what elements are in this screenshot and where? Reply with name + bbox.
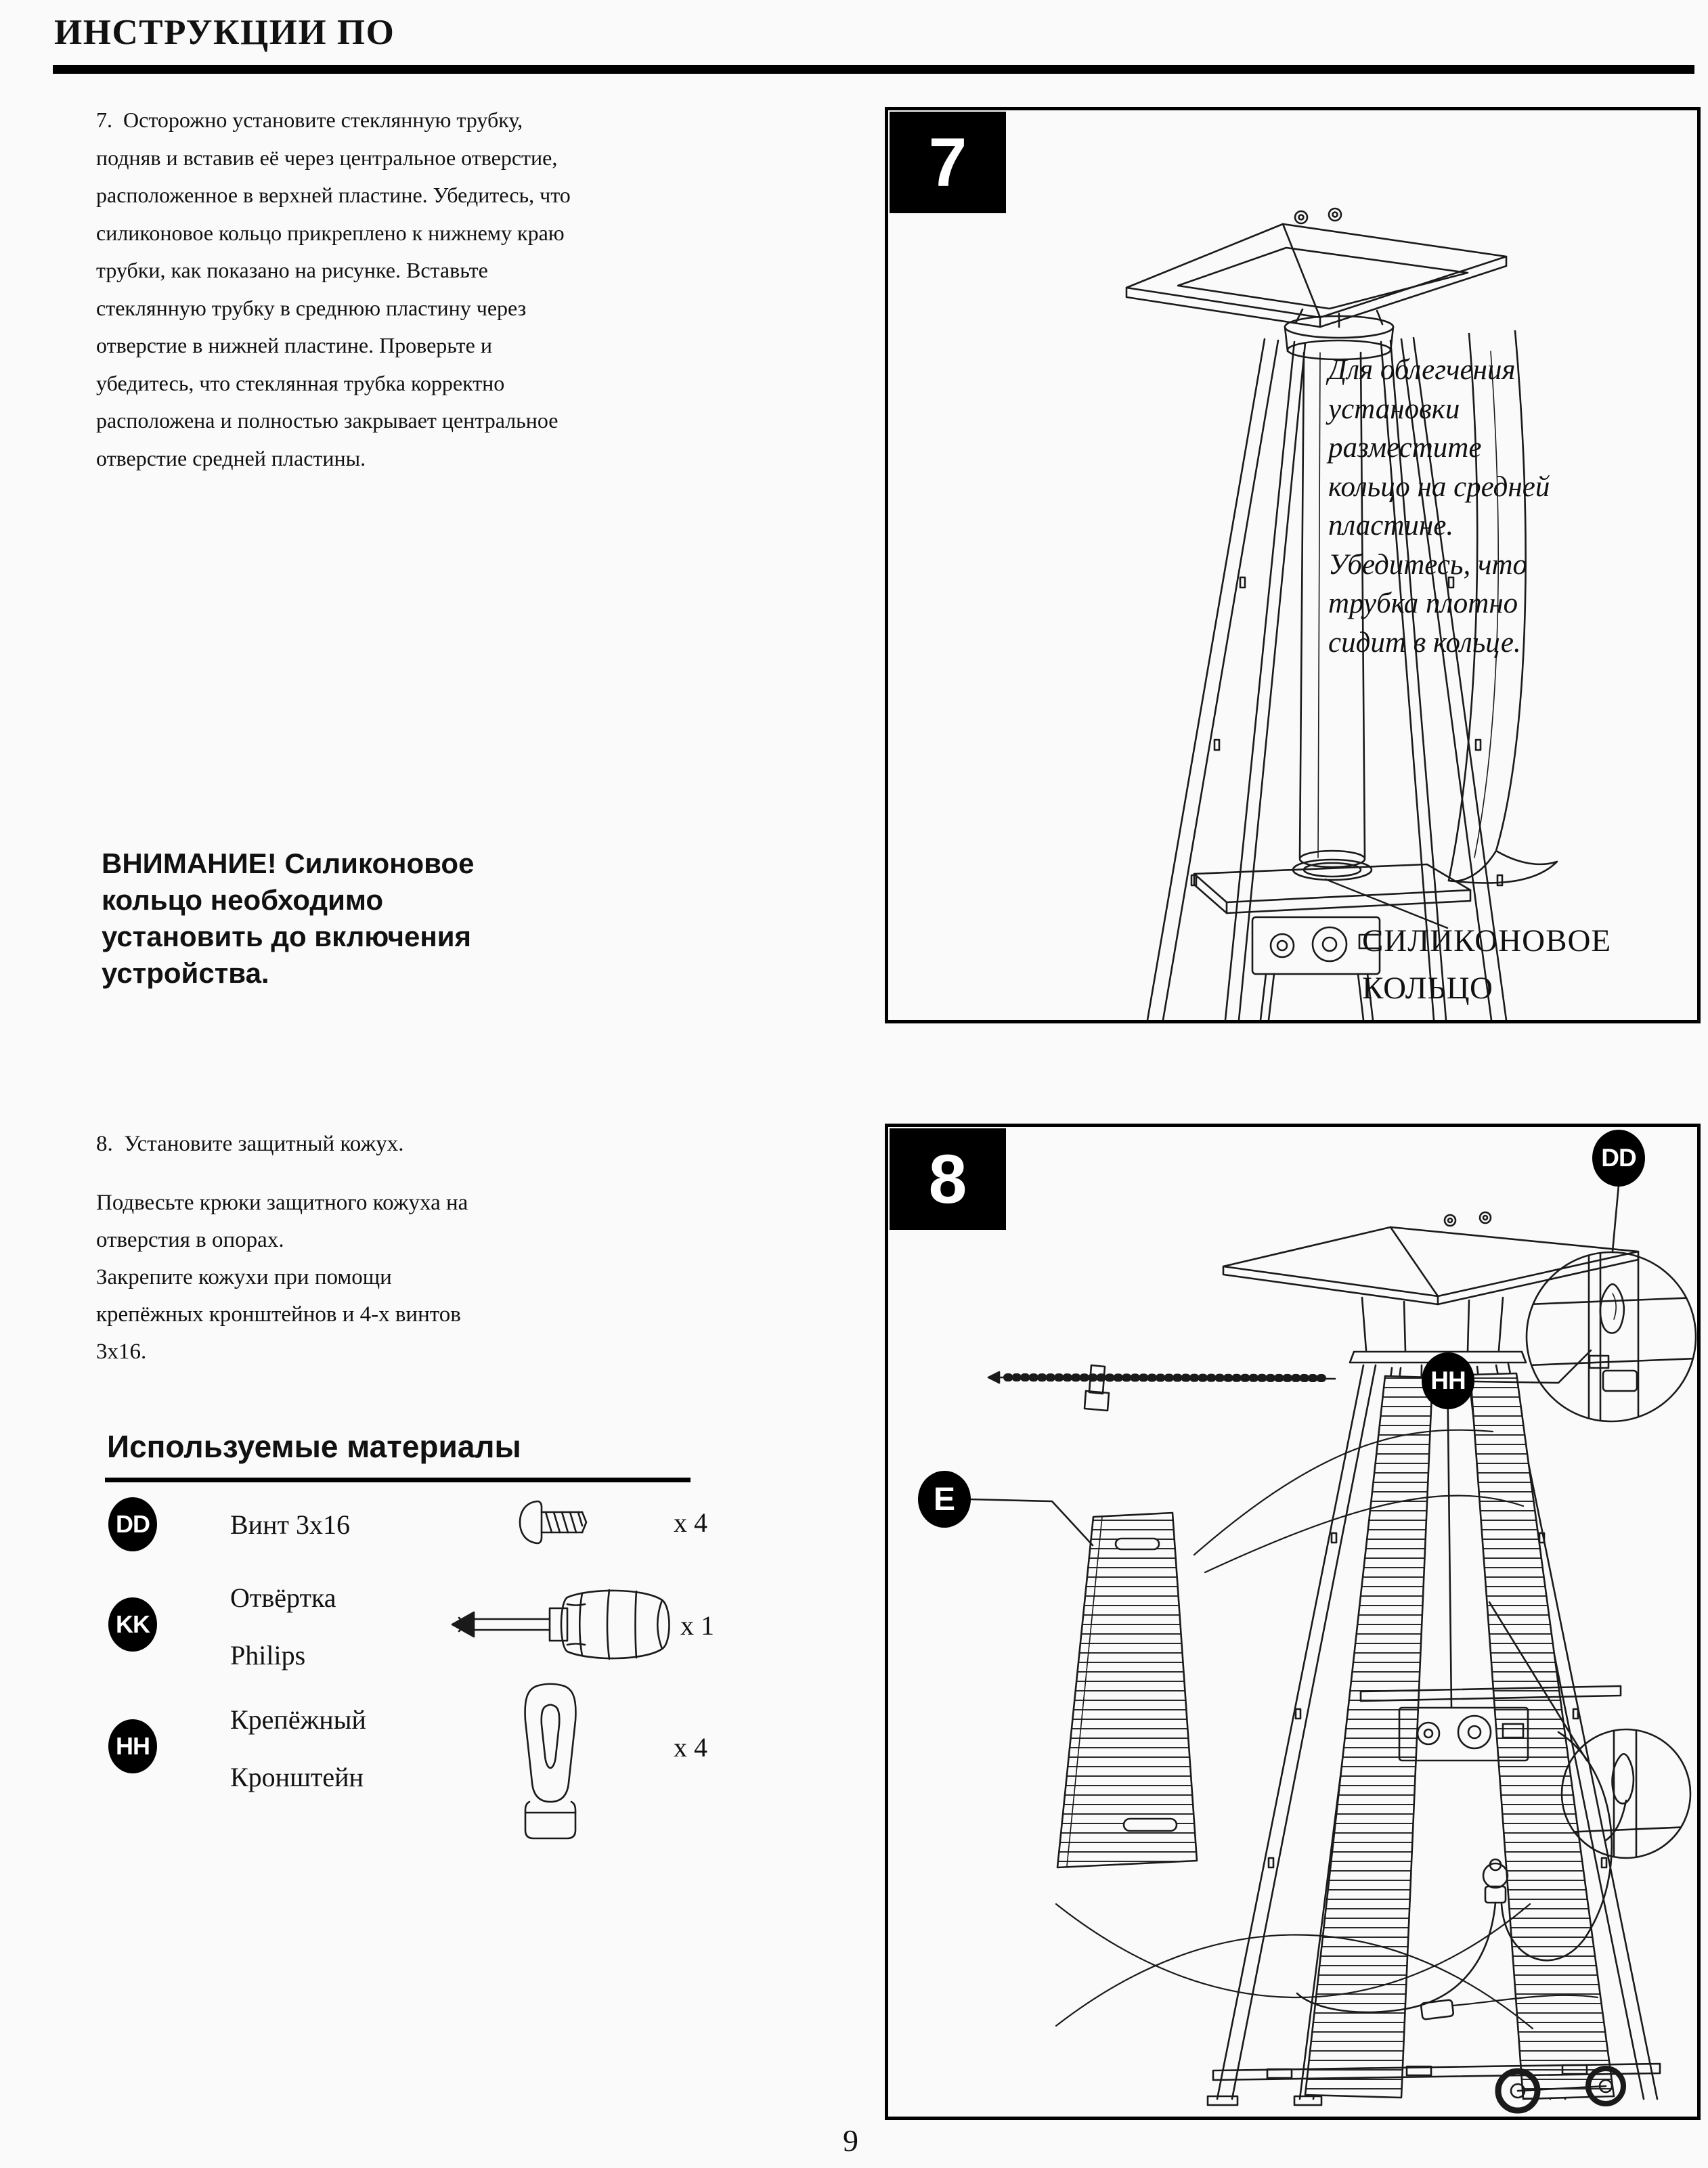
callout-badge-hh: HH: [1422, 1352, 1474, 1409]
material-qty-screwdriver: x 1: [680, 1610, 714, 1641]
step7-paragraph: 7. Осторожно установите стеклянную трубку, подняв и вставив её через центральное отверстие, расположенное в верхней пластине. Убедитесь, что силиконовое кольцо прикреплено к нижнему краю трубки, как показано на рисунке. Вставьте стеклянную трубку в среднюю пластину через отверстие в нижней пластине. Проверьте и убедитесь, что стеклянная трубка корректно расположена и полностью закрывает центральное отверстие средней пластины.: [96, 108, 571, 470]
material-badge-dd: DD: [108, 1497, 157, 1551]
material-badge-hh: HH: [108, 1719, 157, 1773]
figure8-tag: [890, 1128, 1006, 1230]
page-number: 9: [843, 2123, 858, 2158]
callout-badge-e: E: [918, 1471, 971, 1528]
detail-circle-hook: [1527, 1252, 1696, 1421]
material-label-screwdriver: Отвёртка Philips: [230, 1583, 336, 1671]
figure8-drawing: [888, 1127, 1697, 2117]
e-leader-line: [969, 1499, 1093, 1545]
step8-paragraph: Подвесьте крюки защитного кожуха на отверстия в опорах. Закрепите кожухи при помощи крепёжных кронштейнов и 4-х винтов 3x16.: [96, 1191, 468, 1364]
page-title: ИНСТРУКЦИИ ПО: [54, 13, 395, 52]
figure7-number: 7: [928, 123, 967, 201]
callout-badge-dd: DD: [1592, 1130, 1645, 1187]
header-rule: [53, 65, 1694, 74]
material-qty-screw: x 4: [674, 1507, 707, 1538]
screwdriver-icon: [447, 1569, 677, 1681]
material-qty-bracket: x 4: [674, 1732, 707, 1763]
silicone-ring-label: СИЛИКОНОВОЕ КОЛЬЦО: [1362, 923, 1612, 1006]
material-label-screw: Винт 3x16: [230, 1509, 350, 1540]
warning-text: ВНИМАНИЕ! Силиконовое кольцо необходимо установить до включения устройства.: [102, 847, 475, 989]
step8-heading: 8. Установите защитный кожух.: [96, 1132, 404, 1156]
material-badge-kk: KK: [108, 1597, 157, 1652]
detail-circle-bracket: [1562, 1729, 1690, 1858]
figure8-number: 8: [928, 1140, 967, 1218]
materials-rule: [105, 1478, 691, 1482]
bracket-icon: [506, 1680, 594, 1846]
figure7-drawing: [888, 110, 1697, 1020]
material-label-bracket: Крепёжный Кронштейн: [230, 1704, 366, 1792]
figure7-note: Для облегчения установки разместите кольцо на средней пластине. Убедитесь, что трубка плотно сидит в кольце.: [1328, 354, 1550, 659]
figure8-panel: [885, 1124, 1701, 2120]
screw-icon: [516, 1484, 594, 1562]
figure7-panel: [885, 107, 1701, 1023]
dd-leader-line: [1613, 1185, 1619, 1252]
materials-heading: Используемые материалы: [107, 1429, 521, 1464]
figure7-tag: [890, 112, 1006, 213]
